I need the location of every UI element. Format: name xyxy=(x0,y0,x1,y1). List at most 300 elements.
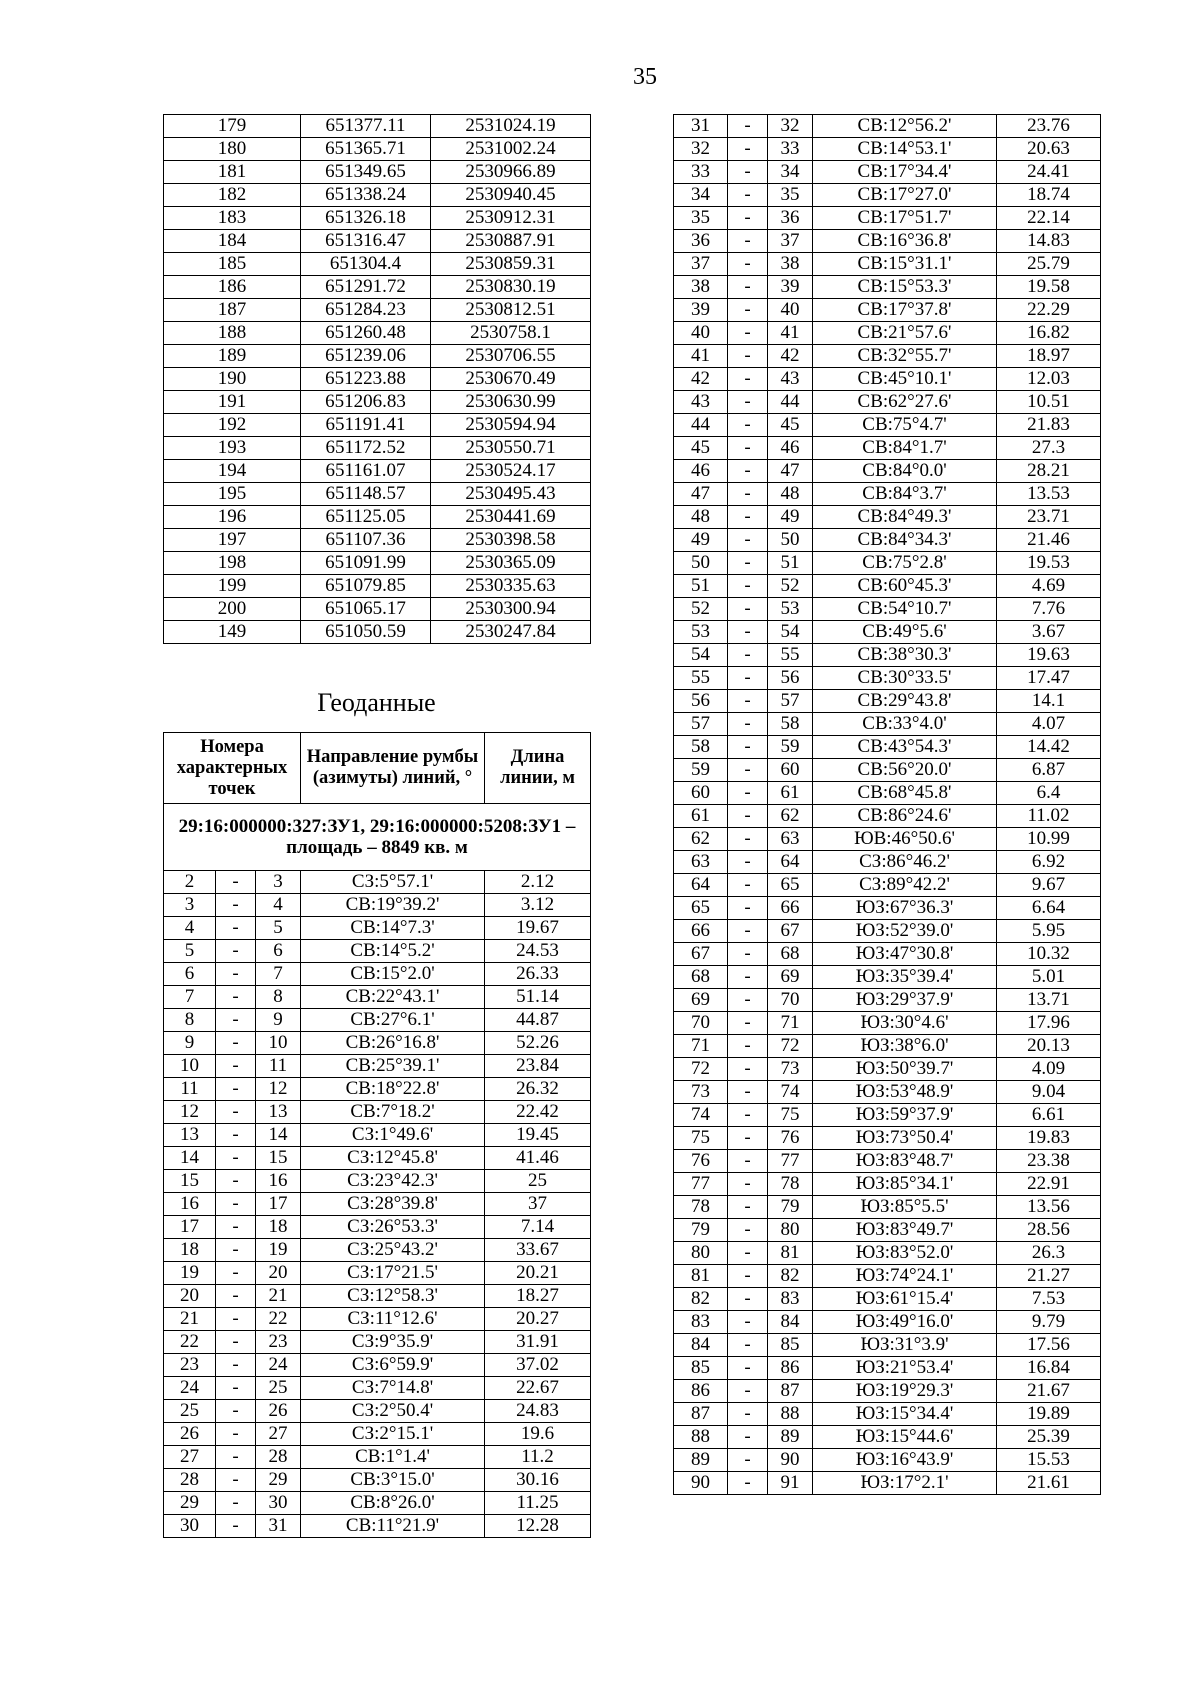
length-cell: 7.14 xyxy=(485,1216,591,1239)
from-point-cell: 86 xyxy=(674,1380,728,1403)
table-row xyxy=(164,1216,591,1239)
to-point-cell: 41 xyxy=(768,322,813,345)
table-row xyxy=(164,1423,591,1446)
table-row xyxy=(164,483,591,506)
to-point-cell: 58 xyxy=(768,713,813,736)
length-cell: 22.91 xyxy=(997,1173,1101,1196)
table-row xyxy=(164,253,591,276)
direction-cell: СВ:8°26.0' xyxy=(301,1492,485,1515)
from-point-cell: 3 xyxy=(164,894,216,917)
point-number-cell: 179 xyxy=(164,115,301,138)
x-coordinate-cell: 651284.23 xyxy=(301,299,431,322)
from-point-cell: 20 xyxy=(164,1285,216,1308)
direction-cell: СВ:84°3.7' xyxy=(813,483,997,506)
to-point-cell: 3 xyxy=(256,871,301,894)
from-point-cell: 77 xyxy=(674,1173,728,1196)
direction-cell: ЮЗ:21°53.4' xyxy=(813,1357,997,1380)
table-row xyxy=(674,230,1101,253)
table-row xyxy=(164,1147,591,1170)
point-number-cell: 192 xyxy=(164,414,301,437)
x-coordinate-cell: 651377.11 xyxy=(301,115,431,138)
table-row xyxy=(674,1403,1101,1426)
to-point-cell: 89 xyxy=(768,1426,813,1449)
geodata-section-row xyxy=(164,804,591,871)
table-row xyxy=(164,963,591,986)
to-point-cell: 43 xyxy=(768,368,813,391)
to-point-cell: 39 xyxy=(768,276,813,299)
x-coordinate-cell: 651260.48 xyxy=(301,322,431,345)
dash-cell: - xyxy=(728,598,768,621)
from-point-cell: 26 xyxy=(164,1423,216,1446)
length-cell: 12.03 xyxy=(997,368,1101,391)
length-cell: 28.56 xyxy=(997,1219,1101,1242)
point-number-cell: 190 xyxy=(164,368,301,391)
length-cell: 6.61 xyxy=(997,1104,1101,1127)
length-cell: 6.64 xyxy=(997,897,1101,920)
x-coordinate-cell: 651223.88 xyxy=(301,368,431,391)
length-cell: 17.96 xyxy=(997,1012,1101,1035)
x-coordinate-cell: 651338.24 xyxy=(301,184,431,207)
direction-cell: СВ:86°24.6' xyxy=(813,805,997,828)
direction-cell: СЗ:2°50.4' xyxy=(301,1400,485,1423)
y-coordinate-cell: 2530335.63 xyxy=(431,575,591,598)
y-coordinate-cell: 2530912.31 xyxy=(431,207,591,230)
table-row xyxy=(674,805,1101,828)
x-coordinate-cell: 651316.47 xyxy=(301,230,431,253)
direction-cell: СВ:17°37.8' xyxy=(813,299,997,322)
length-cell: 24.41 xyxy=(997,161,1101,184)
dash-cell: - xyxy=(728,1288,768,1311)
table-row xyxy=(674,1288,1101,1311)
length-cell: 24.83 xyxy=(485,1400,591,1423)
dash-cell: - xyxy=(216,1492,256,1515)
table-row xyxy=(164,207,591,230)
point-number-cell: 193 xyxy=(164,437,301,460)
x-coordinate-cell: 651191.41 xyxy=(301,414,431,437)
y-coordinate-cell: 2530859.31 xyxy=(431,253,591,276)
point-number-cell: 149 xyxy=(164,621,301,644)
length-cell: 21.67 xyxy=(997,1380,1101,1403)
from-point-cell: 4 xyxy=(164,917,216,940)
table-row xyxy=(164,894,591,917)
to-point-cell: 22 xyxy=(256,1308,301,1331)
direction-cell: СВ:15°31.1' xyxy=(813,253,997,276)
table-row xyxy=(674,161,1101,184)
dash-cell: - xyxy=(216,1331,256,1354)
y-coordinate-cell: 2530758.1 xyxy=(431,322,591,345)
point-number-cell: 191 xyxy=(164,391,301,414)
length-cell: 22.42 xyxy=(485,1101,591,1124)
dash-cell: - xyxy=(728,851,768,874)
from-point-cell: 84 xyxy=(674,1334,728,1357)
to-point-cell: 88 xyxy=(768,1403,813,1426)
to-point-cell: 14 xyxy=(256,1124,301,1147)
table-row xyxy=(674,115,1101,138)
y-coordinate-cell: 2531024.19 xyxy=(431,115,591,138)
table-row xyxy=(164,414,591,437)
table-row xyxy=(164,276,591,299)
x-coordinate-cell: 651161.07 xyxy=(301,460,431,483)
length-cell: 6.4 xyxy=(997,782,1101,805)
length-cell: 19.89 xyxy=(997,1403,1101,1426)
dash-cell: - xyxy=(216,1193,256,1216)
from-point-cell: 58 xyxy=(674,736,728,759)
direction-cell: ЮЗ:16°43.9' xyxy=(813,1449,997,1472)
length-cell: 12.28 xyxy=(485,1515,591,1538)
y-coordinate-cell: 2530630.99 xyxy=(431,391,591,414)
length-cell: 28.21 xyxy=(997,460,1101,483)
from-point-cell: 18 xyxy=(164,1239,216,1262)
y-coordinate-cell: 2530300.94 xyxy=(431,598,591,621)
from-point-cell: 29 xyxy=(164,1492,216,1515)
direction-cell: СВ:15°2.0' xyxy=(301,963,485,986)
table-row xyxy=(164,621,591,644)
from-point-cell: 64 xyxy=(674,874,728,897)
length-cell: 16.84 xyxy=(997,1357,1101,1380)
from-point-cell: 16 xyxy=(164,1193,216,1216)
from-point-cell: 60 xyxy=(674,782,728,805)
dash-cell: - xyxy=(216,1285,256,1308)
y-coordinate-cell: 2530940.45 xyxy=(431,184,591,207)
dash-cell: - xyxy=(728,1150,768,1173)
direction-cell: СВ:33°4.0' xyxy=(813,713,997,736)
length-cell: 20.21 xyxy=(485,1262,591,1285)
length-cell: 9.79 xyxy=(997,1311,1101,1334)
length-cell: 20.63 xyxy=(997,138,1101,161)
x-coordinate-cell: 651206.83 xyxy=(301,391,431,414)
from-point-cell: 2 xyxy=(164,871,216,894)
from-point-cell: 70 xyxy=(674,1012,728,1035)
table-row xyxy=(164,1515,591,1538)
dash-cell: - xyxy=(728,782,768,805)
direction-cell: ЮЗ:30°4.6' xyxy=(813,1012,997,1035)
table-row xyxy=(674,828,1101,851)
point-number-cell: 197 xyxy=(164,529,301,552)
to-point-cell: 25 xyxy=(256,1377,301,1400)
table-row xyxy=(674,529,1101,552)
length-cell: 14.83 xyxy=(997,230,1101,253)
from-point-cell: 25 xyxy=(164,1400,216,1423)
direction-cell: ЮВ:46°50.6' xyxy=(813,828,997,851)
from-point-cell: 90 xyxy=(674,1472,728,1495)
to-point-cell: 24 xyxy=(256,1354,301,1377)
direction-cell: ЮЗ:38°6.0' xyxy=(813,1035,997,1058)
table-row xyxy=(674,1196,1101,1219)
table-row xyxy=(164,1377,591,1400)
length-cell: 19.83 xyxy=(997,1127,1101,1150)
dash-cell: - xyxy=(728,989,768,1012)
dash-cell: - xyxy=(728,414,768,437)
dash-cell: - xyxy=(728,575,768,598)
length-cell: 10.32 xyxy=(997,943,1101,966)
geodata-header-row xyxy=(164,733,591,804)
dash-cell: - xyxy=(728,920,768,943)
to-point-cell: 17 xyxy=(256,1193,301,1216)
dash-cell: - xyxy=(216,1239,256,1262)
from-point-cell: 32 xyxy=(674,138,728,161)
table-row xyxy=(674,1150,1101,1173)
length-cell: 17.47 xyxy=(997,667,1101,690)
direction-cell: ЮЗ:73°50.4' xyxy=(813,1127,997,1150)
length-cell: 18.27 xyxy=(485,1285,591,1308)
direction-cell: СЗ:11°12.6' xyxy=(301,1308,485,1331)
from-point-cell: 31 xyxy=(674,115,728,138)
dash-cell: - xyxy=(728,1196,768,1219)
direction-cell: СВ:16°36.8' xyxy=(813,230,997,253)
from-point-cell: 43 xyxy=(674,391,728,414)
y-coordinate-cell: 2530670.49 xyxy=(431,368,591,391)
from-point-cell: 79 xyxy=(674,1219,728,1242)
table-row xyxy=(674,782,1101,805)
length-cell: 25.79 xyxy=(997,253,1101,276)
table-row xyxy=(164,1331,591,1354)
table-row xyxy=(164,1239,591,1262)
table-row xyxy=(674,1104,1101,1127)
table-row xyxy=(164,1469,591,1492)
length-cell: 3.67 xyxy=(997,621,1101,644)
from-point-cell: 44 xyxy=(674,414,728,437)
dash-cell: - xyxy=(728,253,768,276)
from-point-cell: 61 xyxy=(674,805,728,828)
dash-cell: - xyxy=(728,345,768,368)
table-row xyxy=(674,943,1101,966)
y-coordinate-cell: 2530706.55 xyxy=(431,345,591,368)
x-coordinate-cell: 651065.17 xyxy=(301,598,431,621)
dash-cell: - xyxy=(216,940,256,963)
length-cell: 37.02 xyxy=(485,1354,591,1377)
dash-cell: - xyxy=(728,1012,768,1035)
direction-cell: СВ:60°45.3' xyxy=(813,575,997,598)
from-point-cell: 19 xyxy=(164,1262,216,1285)
length-cell: 9.67 xyxy=(997,874,1101,897)
table-row xyxy=(164,1285,591,1308)
to-point-cell: 59 xyxy=(768,736,813,759)
dash-cell: - xyxy=(216,1170,256,1193)
to-point-cell: 42 xyxy=(768,345,813,368)
geodata-title: Геоданные xyxy=(317,688,436,717)
from-point-cell: 35 xyxy=(674,207,728,230)
direction-cell: СЗ:17°21.5' xyxy=(301,1262,485,1285)
direction-cell: СВ:43°54.3' xyxy=(813,736,997,759)
length-cell: 26.32 xyxy=(485,1078,591,1101)
direction-cell: СВ:11°21.9' xyxy=(301,1515,485,1538)
table-row xyxy=(674,1311,1101,1334)
point-number-cell: 200 xyxy=(164,598,301,621)
from-point-cell: 37 xyxy=(674,253,728,276)
direction-cell: СВ:84°1.7' xyxy=(813,437,997,460)
length-cell: 22.14 xyxy=(997,207,1101,230)
to-point-cell: 77 xyxy=(768,1150,813,1173)
to-point-cell: 73 xyxy=(768,1058,813,1081)
length-cell: 6.87 xyxy=(997,759,1101,782)
y-coordinate-cell: 2530812.51 xyxy=(431,299,591,322)
point-number-cell: 181 xyxy=(164,161,301,184)
length-cell: 10.51 xyxy=(997,391,1101,414)
dash-cell: - xyxy=(728,828,768,851)
direction-cell: ЮЗ:61°15.4' xyxy=(813,1288,997,1311)
table-row xyxy=(674,644,1101,667)
table-row xyxy=(674,1449,1101,1472)
table-row xyxy=(674,437,1101,460)
length-cell: 23.76 xyxy=(997,115,1101,138)
table-row xyxy=(164,986,591,1009)
to-point-cell: 4 xyxy=(256,894,301,917)
table-row xyxy=(674,598,1101,621)
from-point-cell: 10 xyxy=(164,1055,216,1078)
table-row xyxy=(674,1219,1101,1242)
to-point-cell: 5 xyxy=(256,917,301,940)
direction-cell: СВ:56°20.0' xyxy=(813,759,997,782)
from-point-cell: 9 xyxy=(164,1032,216,1055)
length-cell: 11.02 xyxy=(997,805,1101,828)
x-coordinate-cell: 651079.85 xyxy=(301,575,431,598)
dash-cell: - xyxy=(728,368,768,391)
length-cell: 4.69 xyxy=(997,575,1101,598)
direction-cell: СЗ:23°42.3' xyxy=(301,1170,485,1193)
table-row xyxy=(164,1308,591,1331)
header-direction: Направление румбы (азимуты) линий, ° xyxy=(301,733,485,804)
point-number-cell: 196 xyxy=(164,506,301,529)
from-point-cell: 13 xyxy=(164,1124,216,1147)
dash-cell: - xyxy=(216,963,256,986)
length-cell: 14.42 xyxy=(997,736,1101,759)
from-point-cell: 81 xyxy=(674,1265,728,1288)
dash-cell: - xyxy=(728,874,768,897)
table-row xyxy=(674,851,1101,874)
direction-cell: СЗ:5°57.1' xyxy=(301,871,485,894)
direction-cell: СВ:68°45.8' xyxy=(813,782,997,805)
table-row xyxy=(164,460,591,483)
from-point-cell: 45 xyxy=(674,437,728,460)
from-point-cell: 22 xyxy=(164,1331,216,1354)
to-point-cell: 34 xyxy=(768,161,813,184)
dash-cell: - xyxy=(728,644,768,667)
dash-cell: - xyxy=(216,1078,256,1101)
length-cell: 20.27 xyxy=(485,1308,591,1331)
from-point-cell: 12 xyxy=(164,1101,216,1124)
from-point-cell: 38 xyxy=(674,276,728,299)
dash-cell: - xyxy=(728,276,768,299)
dash-cell: - xyxy=(728,690,768,713)
dash-cell: - xyxy=(728,1058,768,1081)
from-point-cell: 11 xyxy=(164,1078,216,1101)
dash-cell: - xyxy=(728,529,768,552)
dash-cell: - xyxy=(728,506,768,529)
length-cell: 23.71 xyxy=(997,506,1101,529)
x-coordinate-cell: 651148.57 xyxy=(301,483,431,506)
length-cell: 31.91 xyxy=(485,1331,591,1354)
table-row xyxy=(164,138,591,161)
to-point-cell: 21 xyxy=(256,1285,301,1308)
to-point-cell: 29 xyxy=(256,1469,301,1492)
dash-cell: - xyxy=(728,621,768,644)
direction-cell: ЮЗ:67°36.3' xyxy=(813,897,997,920)
table-row xyxy=(674,736,1101,759)
to-point-cell: 78 xyxy=(768,1173,813,1196)
length-cell: 5.95 xyxy=(997,920,1101,943)
to-point-cell: 45 xyxy=(768,414,813,437)
table-row xyxy=(164,1193,591,1216)
table-row xyxy=(674,759,1101,782)
direction-cell: СЗ:25°43.2' xyxy=(301,1239,485,1262)
length-cell: 13.71 xyxy=(997,989,1101,1012)
length-cell: 16.82 xyxy=(997,322,1101,345)
to-point-cell: 23 xyxy=(256,1331,301,1354)
point-number-cell: 184 xyxy=(164,230,301,253)
table-row xyxy=(674,414,1101,437)
length-cell: 5.01 xyxy=(997,966,1101,989)
length-cell: 7.76 xyxy=(997,598,1101,621)
direction-cell: ЮЗ:52°39.0' xyxy=(813,920,997,943)
table-row xyxy=(674,322,1101,345)
x-coordinate-cell: 651349.65 xyxy=(301,161,431,184)
dash-cell: - xyxy=(728,1127,768,1150)
length-cell: 4.09 xyxy=(997,1058,1101,1081)
length-cell: 25.39 xyxy=(997,1426,1101,1449)
to-point-cell: 62 xyxy=(768,805,813,828)
length-cell: 13.53 xyxy=(997,483,1101,506)
dash-cell: - xyxy=(216,1354,256,1377)
length-cell: 22.67 xyxy=(485,1377,591,1400)
dash-cell: - xyxy=(216,986,256,1009)
table-row xyxy=(674,1472,1101,1495)
direction-cell: СВ:32°55.7' xyxy=(813,345,997,368)
table-row xyxy=(674,1426,1101,1449)
from-point-cell: 8 xyxy=(164,1009,216,1032)
direction-cell: СВ:18°22.8' xyxy=(301,1078,485,1101)
table-row xyxy=(674,1035,1101,1058)
to-point-cell: 72 xyxy=(768,1035,813,1058)
dash-cell: - xyxy=(728,207,768,230)
to-point-cell: 50 xyxy=(768,529,813,552)
dash-cell: - xyxy=(728,1334,768,1357)
table-row xyxy=(674,1265,1101,1288)
table-row xyxy=(674,299,1101,322)
dash-cell: - xyxy=(216,894,256,917)
direction-cell: СВ:38°30.3' xyxy=(813,644,997,667)
to-point-cell: 28 xyxy=(256,1446,301,1469)
from-point-cell: 87 xyxy=(674,1403,728,1426)
length-cell: 19.6 xyxy=(485,1423,591,1446)
direction-cell: СЗ:12°58.3' xyxy=(301,1285,485,1308)
from-point-cell: 40 xyxy=(674,322,728,345)
dash-cell: - xyxy=(216,1009,256,1032)
from-point-cell: 54 xyxy=(674,644,728,667)
from-point-cell: 39 xyxy=(674,299,728,322)
to-point-cell: 90 xyxy=(768,1449,813,1472)
to-point-cell: 64 xyxy=(768,851,813,874)
length-cell: 7.53 xyxy=(997,1288,1101,1311)
from-point-cell: 73 xyxy=(674,1081,728,1104)
table-row xyxy=(674,621,1101,644)
direction-cell: СЗ:89°42.2' xyxy=(813,874,997,897)
to-point-cell: 83 xyxy=(768,1288,813,1311)
dash-cell: - xyxy=(728,736,768,759)
x-coordinate-cell: 651365.71 xyxy=(301,138,431,161)
table-row xyxy=(164,506,591,529)
dash-cell: - xyxy=(728,805,768,828)
from-point-cell: 71 xyxy=(674,1035,728,1058)
dash-cell: - xyxy=(728,1219,768,1242)
to-point-cell: 15 xyxy=(256,1147,301,1170)
direction-cell: ЮЗ:35°39.4' xyxy=(813,966,997,989)
table-row xyxy=(164,161,591,184)
table-row xyxy=(164,1262,591,1285)
table-row xyxy=(674,1242,1101,1265)
table-row xyxy=(674,207,1101,230)
length-cell: 44.87 xyxy=(485,1009,591,1032)
from-point-cell: 47 xyxy=(674,483,728,506)
